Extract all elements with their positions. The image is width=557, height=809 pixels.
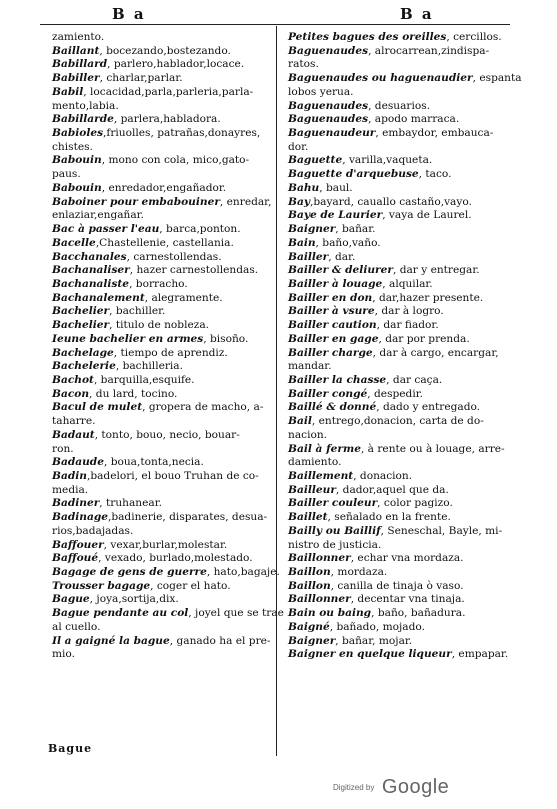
entry-line: Badiner, truhanear. (52, 497, 162, 510)
entry-line: Bailler, dar. (288, 250, 356, 263)
entry-line: Baboiner pour embabouiner, enredar, (52, 195, 272, 208)
entry-line: Baguette d'arquebuse, taco. (288, 168, 452, 181)
entry-line: Baguenaudes, desuarios. (288, 99, 431, 112)
entry-line: Bachelage, tiempo de aprendiz. (52, 346, 228, 359)
entry-line: Bailler charge, dar à cargo, encargar, (288, 346, 499, 359)
entry-line: Bailler & deliurer, dar y entregar. (288, 264, 480, 277)
entry-line: rios,badajadas. (52, 524, 134, 537)
entry-line: Bailler caution, dar fiador. (288, 319, 439, 332)
entry-line: enlaziar,engañar. (52, 209, 144, 222)
entry-line: Baffouer, vexar,burlar,molestar. (52, 538, 228, 551)
entry-line: nistro de justicia. (288, 538, 382, 551)
entry-line: Badaut, tonto, bouo, necio, bouar- (52, 428, 240, 441)
page-header-right: B a (400, 5, 434, 23)
right-column (288, 31, 522, 662)
entry-line: paus. (52, 168, 81, 181)
entry-line: Bail à ferme, à rente ou à louage, arre- (288, 442, 505, 455)
entry-line: Baffoué, vexado, burlado,molestado. (52, 552, 253, 565)
entry-line: ratos. (288, 58, 319, 71)
entry-line: Bailler à vsure, dar à logro. (288, 305, 444, 318)
entry-line: Babioles,friuolles, patrañas,donayres, (52, 127, 261, 140)
entry-line: Baguenaudeur, embaydor, embauca- (288, 127, 494, 140)
entry-line: mento,labia. (52, 99, 119, 112)
entry-line: Baguenaudes, alrocarrean,zindispa- (288, 44, 490, 57)
header-rule (40, 24, 510, 25)
entry-line: Babillarde, parlera,habladora. (52, 113, 221, 126)
entry-line: Bailler couleur, color pagizo. (288, 497, 453, 510)
entry-line: Badin,badelori, el bouo Truhan de co- (52, 470, 259, 482)
entry-line: Bailler la chasse, dar caça. (288, 373, 443, 386)
entry-line: al cuello. (52, 620, 101, 633)
entry-line: Bachelier, bachiller. (52, 305, 166, 318)
page-header-left: B a (112, 5, 146, 23)
entry-line: Bac à passer l'eau, barca,ponton. (52, 223, 241, 236)
entry-line: Bachanaliser, hazer carnestollendas. (52, 264, 259, 277)
entry-line: Baillet, señalado en la frente. (288, 511, 451, 524)
entry-line: Baigner, bañar. (288, 223, 376, 236)
left-column (52, 31, 284, 662)
entry-line: damiento. (288, 456, 342, 469)
entry-line: Bailler à louage, alquilar. (288, 277, 433, 290)
entry-line: nacion. (288, 428, 328, 441)
entry-line: mandar. (288, 360, 332, 373)
entry-line: Bacon, du lard, tocino. (52, 387, 178, 400)
entry-line: Bay,bayard, cauallo castaño,vayo. (288, 195, 472, 208)
entry-line: Babouin, mono con cola, mico,gato- (52, 154, 250, 167)
entry-line: Bachot, barquilla,esquife. (52, 373, 195, 386)
entry-line: Baillé & donné, dado y entregado. (288, 401, 481, 414)
entry-line: Bailler en gage, dar por prenda. (288, 332, 470, 345)
entry-line: Baguenaudes ou haguenaudier, espanta (288, 72, 522, 85)
entry-line: Ieune bachelier en armes, bisoño. (52, 332, 249, 345)
entry-line: dor. (288, 140, 309, 153)
entry-line: Bague pendante au col, joyel que se trae (52, 607, 284, 620)
digitized-watermark (333, 776, 449, 799)
entry-line: Bachanalement, alegramente. (52, 291, 223, 304)
entry-line: chistes. (52, 140, 93, 153)
entry-line: Baigné, bañado, mojado. (288, 620, 425, 633)
entry-line: Bain, baño,vaño. (288, 236, 381, 249)
catchword: Bague (48, 742, 93, 755)
entry-line: Bail, entrego,donacion, carta de do- (288, 415, 484, 428)
entry-line: Baguenaudes, apodo marraca. (288, 113, 460, 126)
entry-line: Baillant, bocezando,bostezando. (52, 44, 231, 57)
digitized-label: Digitized by (333, 783, 375, 792)
entry-line: lobos yerua. (288, 85, 354, 98)
entry-line: Petites bagues des oreilles, cercillos. (288, 31, 502, 43)
entry-line: Bailly ou Baillif, Seneschal, Bayle, mi- (288, 524, 503, 537)
entry-line: Bailler congé, despedir. (288, 387, 423, 400)
entry-line: taharre. (52, 415, 96, 428)
entry-line: Bain ou baing, baño, bañadura. (288, 607, 466, 620)
entry-line: Baillonner, decentar vna tinaja. (288, 593, 465, 606)
entry-line: Baigner en quelque liqueur, empapar. (288, 648, 509, 661)
entry-line: mio. (52, 648, 75, 661)
entry-line: zamiento. (52, 31, 105, 43)
entry-line: Il a gaigné la bague, ganado ha el pre- (52, 634, 271, 647)
entry-line: Bacchanales, carnestollendas. (52, 250, 222, 263)
entry-line: Trousser bagage, coger el hato. (52, 579, 231, 592)
entry-line: Badinage,badinerie, disparates, desua- (52, 511, 268, 524)
entry-line: Bacul de mulet, gropera de macho, a- (52, 401, 264, 414)
entry-line: Bailler en don, dar,hazer presente. (288, 291, 484, 304)
entry-line: Bachelier, titulo de nobleza. (52, 319, 210, 332)
entry-line: Babouin, enredador,engañador. (52, 181, 227, 194)
entry-line: Bagage de gens de guerre, hato,bagaje. (52, 566, 280, 579)
entry-line: Babillard, parlero,hablador,locace. (52, 58, 245, 71)
entry-line: Bacelle,Chastellenie, castellania. (52, 236, 234, 249)
entry-line: Baigner, bañar, mojar. (288, 634, 413, 647)
entry-line: Baye de Laurier, vaya de Laurel. (288, 209, 472, 222)
entry-line: Baguette, varilla,vaqueta. (288, 154, 433, 167)
entry-line: Babiller, charlar,parlar. (52, 72, 183, 85)
entry-line: Babil, locacidad,parla,parleria,parla- (52, 85, 254, 98)
entry-line: Baillement, donacion. (288, 470, 413, 482)
entry-line: Badaude, boua,tonta,necia. (52, 456, 204, 469)
entry-line: Bailleur, dador,aquel que da. (288, 483, 449, 496)
google-logo: Google (381, 776, 450, 798)
entry-line: ron. (52, 442, 74, 455)
entry-line: Baillonner, echar vna mordaza. (288, 552, 464, 565)
entry-line: Baillon, mordaza. (288, 566, 388, 579)
entry-line: Baillon, canilla de tinaja ò vaso. (288, 579, 464, 592)
entry-line: media. (52, 483, 89, 496)
entry-line: Bahu, baul. (288, 181, 353, 194)
entry-line: Bachanaliste, borracho. (52, 277, 188, 290)
entry-line: Bachelerie, bachilleria. (52, 360, 183, 373)
entry-line: Bague, joya,sortija,dix. (52, 593, 179, 606)
